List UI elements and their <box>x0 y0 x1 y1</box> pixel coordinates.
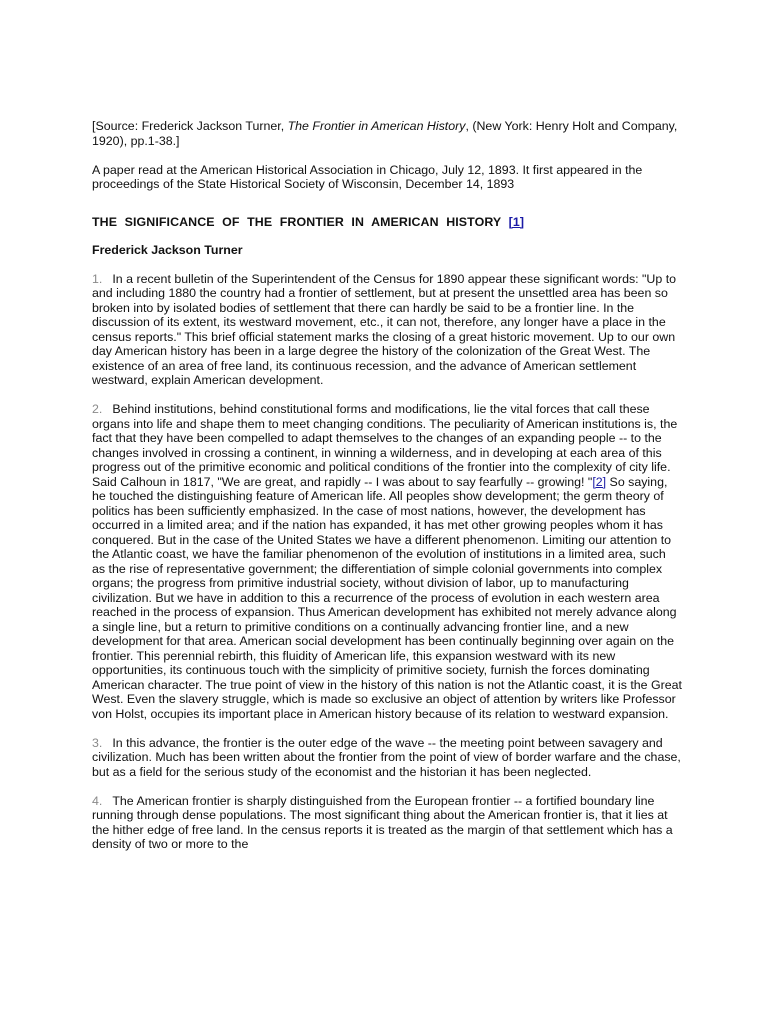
page-title <box>92 215 682 230</box>
footnote-link-2[interactable]: [2] <box>592 474 607 489</box>
source-citation <box>92 119 682 148</box>
paragraph-text: Behind institutions, behind constitutional forms and modifications, lie the vital forces that call these organs into life and shape them to meet changing conditions. The peculiarity of American institutions is, the fact that they have been compelled to adapt themselves to the changes of an expanding people -- to the changes involved in crossing a continent, in winning a wilderness, and in developing at each area of this progress out of the primitive economic and political conditions of the frontier into the complexity of city life. Said Calhoun in 1817, "We are great, and rapidly -- I was about to say fearfully -- growing! " <box>92 402 678 489</box>
source-prefix: [Source: Frederick Jackson Turner, <box>92 119 288 133</box>
paragraph-number: 1. <box>92 271 103 286</box>
source-suffix: , (New York: Henry Holt and Company, 1920), pp.1-38.] <box>92 119 678 148</box>
paragraph-number: 4. <box>92 793 103 808</box>
paragraph-text: In this advance, the frontier is the outer edge of the wave -- the meeting point between savagery and civilization. Much has been written about the frontier from the point of view of border warfare and the chase, but as a field for the serious study of the economist and the historian it has been neglected. <box>92 735 681 779</box>
paragraph-number: 3. <box>92 735 103 750</box>
paragraph-text: In a recent bulletin of the Superintendent of the Census for 1890 appear these significant words: "Up to and including 1880 the country had a frontier of settlement, but at present the unsettled area has been so broken into by isolated bodies of settlement that there can hardly be said to be a frontier line. In the discussion of its extent, its westward movement, etc., it can not, therefore, any longer have a place in the census reports." This brief official statement marks the closing of a great historic movement. Up to our own day American history has been in a large degree the history of the colonization of the Great West. The existence of an area of free land, its continuous recession, and the advance of American settlement westward, explain American development. <box>92 271 677 387</box>
document-page <box>92 119 682 866</box>
paragraph-4 <box>92 794 682 852</box>
paragraph-text: The American frontier is sharply distinguished from the European frontier -- a fortified boundary line running through dense populations. The most significant thing about the American frontier is, that it lies at the hither edge of free land. In the census reports it is treated as the margin of that settlement which has a density of two or more to the <box>92 793 673 851</box>
footnote-link-1[interactable]: [1] <box>508 214 525 229</box>
paragraph-3 <box>92 736 682 780</box>
source-book-title: The Frontier in American History <box>287 119 466 133</box>
paragraph-2 <box>92 402 682 721</box>
paragraph-text-continued: So saying, he touched the distinguishing feature of American life. All peoples show development; the germ theory of politics has been sufficiently emphasized. In the case of most nations, however, the development has occurred in a limited area; and if the nation has expanded, it has met other growing peoples whom it has conquered. But in the case of the United States we have a different phenomenon. Limiting our attention to the Atlantic coast, we have the familiar phenomenon of the evolution of institutions in a limited area, such as the rise of representative government; the differentiation of simple colonial governments into complex organs; the progress from primitive industrial society, without division of labor, up to manufacturing civilization. But we have in addition to this a recurrence of the process of evolution in each western area reached in the process of expansion. Thus American development has exhibited not merely advance along a single line, but a return to primitive conditions on a continually advancing frontier line, and a new development for that area. American social development has been continually beginning over again on the frontier. This perennial rebirth, this fluidity of American life, this expansion westward with its new opportunities, its continuous touch with the simplicity of primitive society, furnish the forces dominating American character. The true point of view in the history of this nation is not the Atlantic coast, it is the Great West. Even the slavery struggle, which is made so exclusive an object of attention by writers like Professor von Holst, occupies its important place in American history because of its relation to westward expansion. <box>92 474 683 721</box>
page-title-text: THE SIGNIFICANCE OF THE FRONTIER IN AMERICAN HISTORY <box>92 214 502 229</box>
author-name: Frederick Jackson Turner <box>92 243 243 257</box>
paragraph-number: 2. <box>92 402 103 416</box>
intro-note: A paper read at the American Historical Association in Chicago, July 12, 1893. It first appeared in the proceedings of the State Historical Society of Wisconsin, December 14, 1893 <box>92 162 643 191</box>
paragraph-1 <box>92 272 682 388</box>
